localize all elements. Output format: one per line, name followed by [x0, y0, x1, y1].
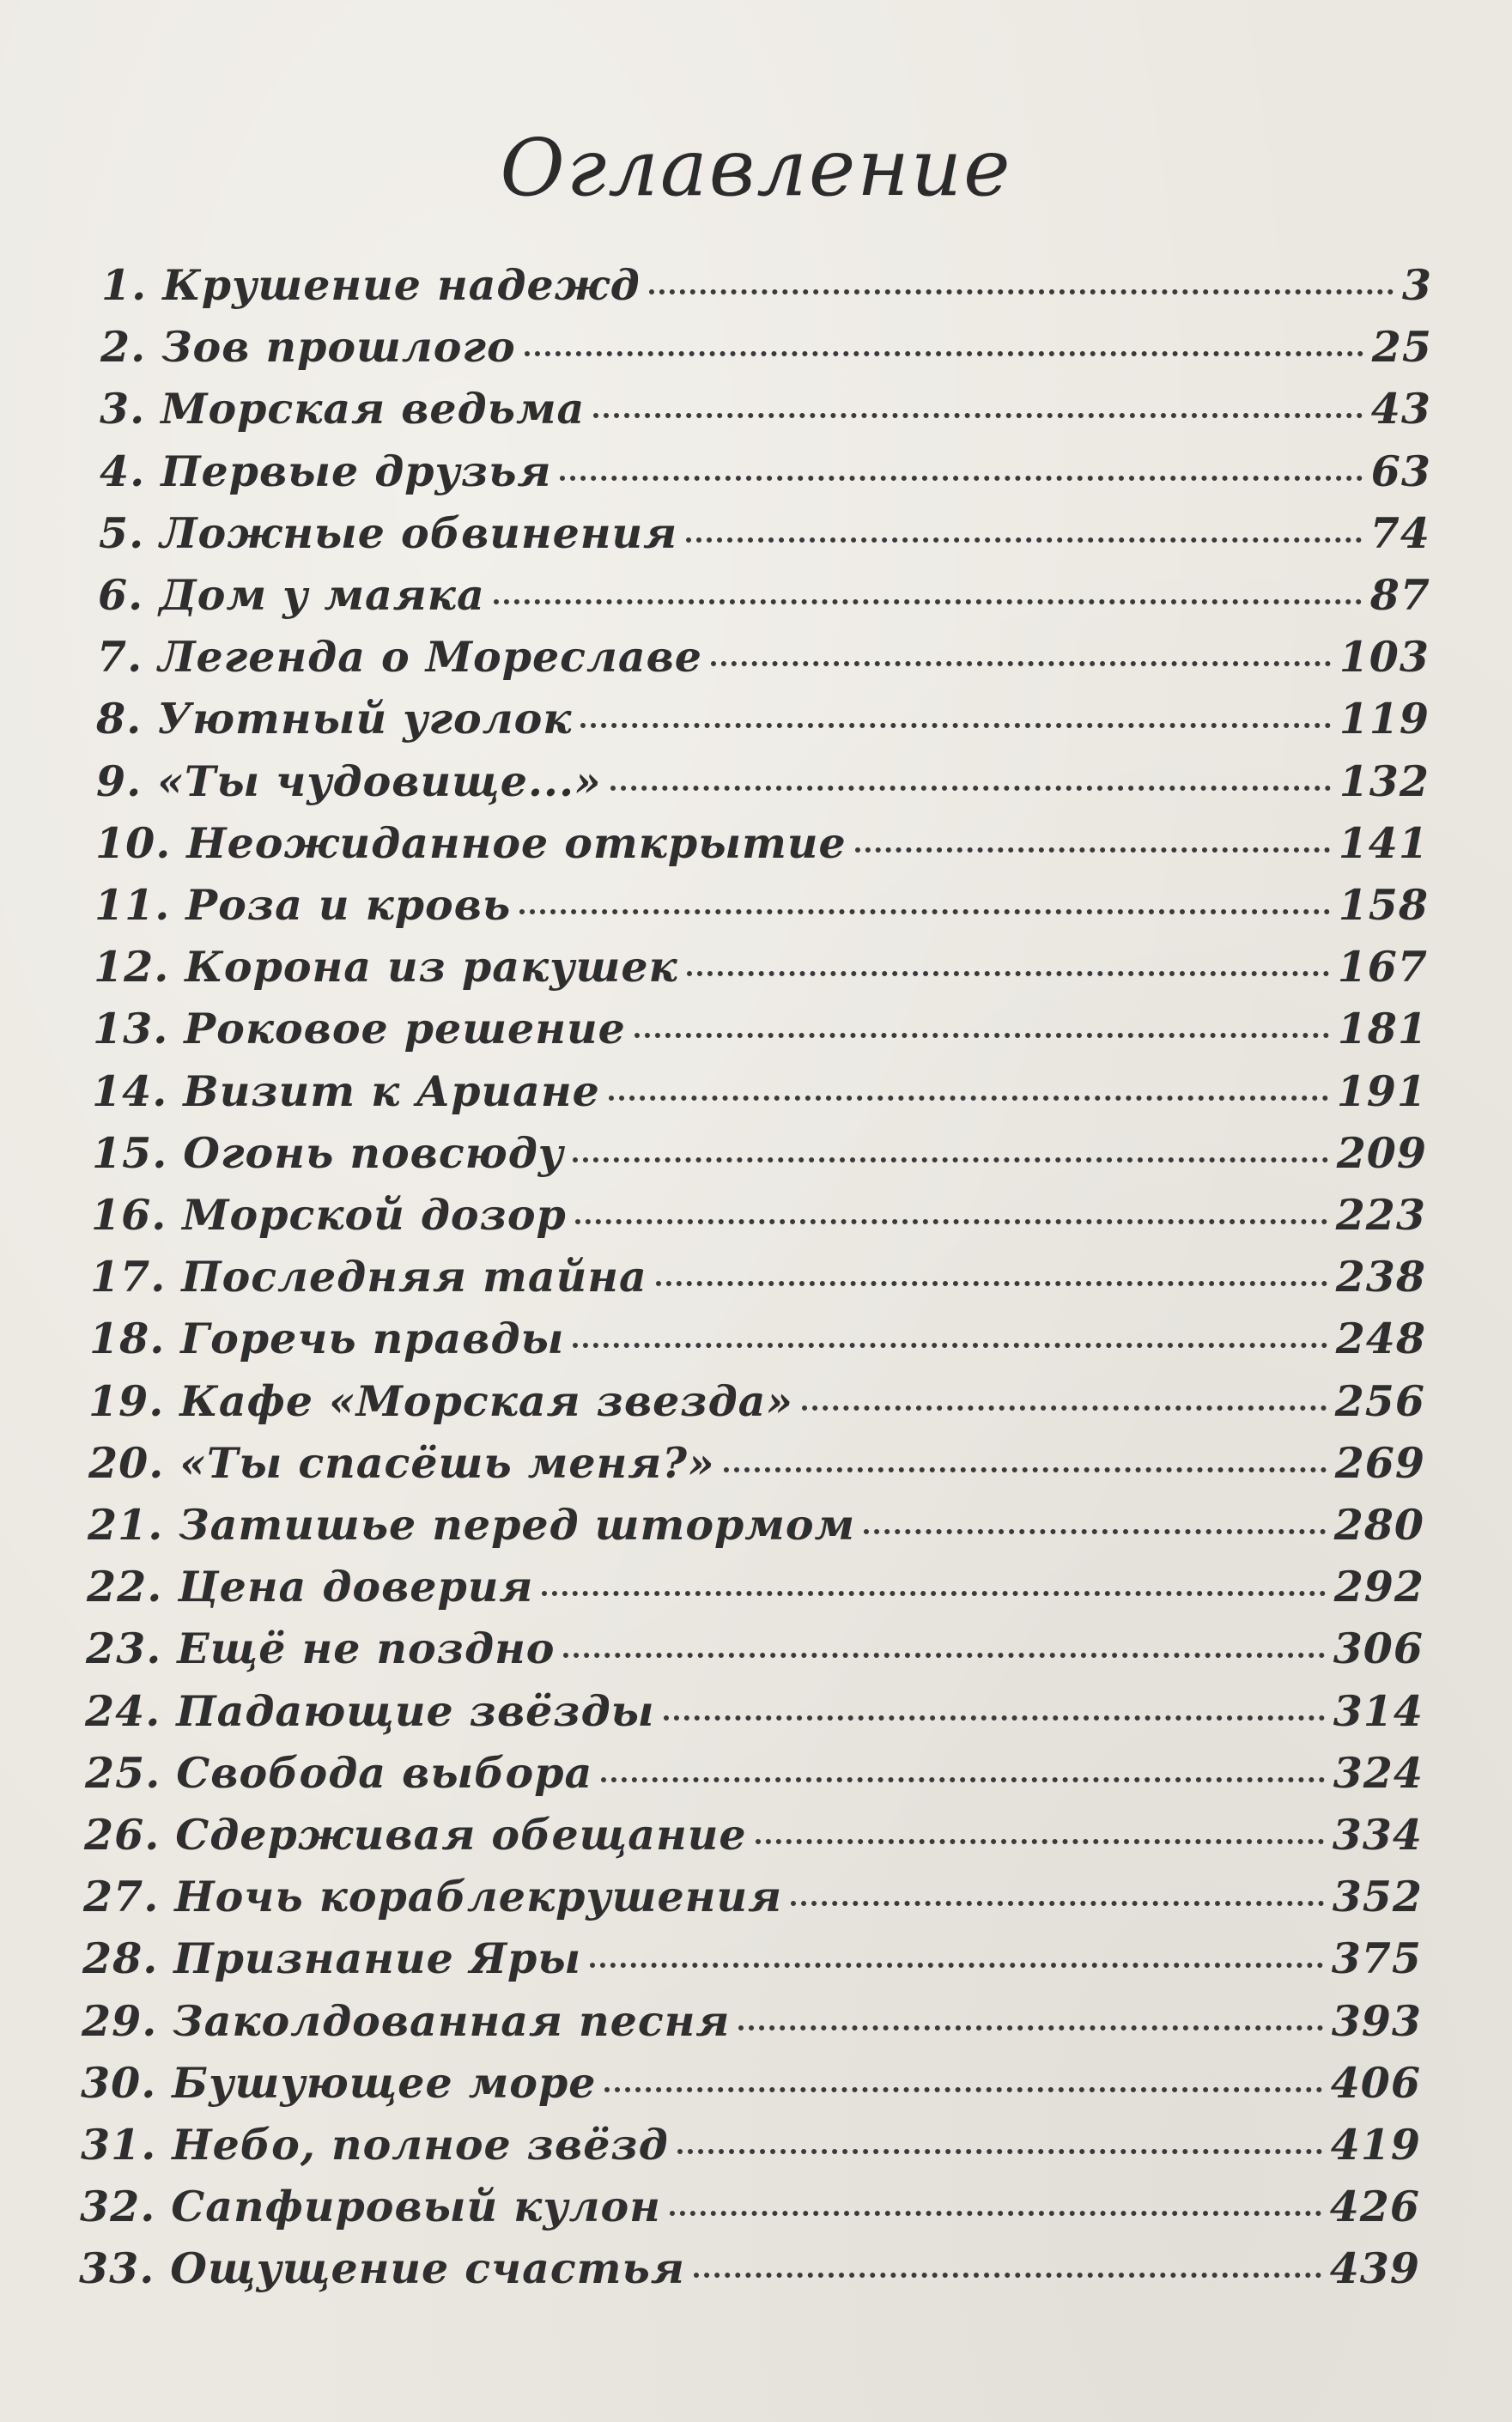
- toc-entry-title: 6. Дом у маяка: [98, 570, 485, 620]
- dot-leader: [738, 2025, 1322, 2030]
- toc-entry-page-number: 167: [1337, 942, 1428, 992]
- dot-leader: [670, 2211, 1321, 2216]
- toc-entry-title: 1. Крушение надежд: [101, 260, 641, 310]
- toc-entry-title: 20. «Ты спасёшь меня?»: [88, 1438, 715, 1488]
- toc-entry: [86, 1618, 1424, 1679]
- toc-entry-page-number: 375: [1331, 1933, 1422, 1983]
- toc-entry-page-number: 292: [1333, 1562, 1424, 1612]
- toc-entry: [88, 1494, 1424, 1556]
- dot-leader: [864, 1529, 1326, 1534]
- toc-entry: [96, 750, 1430, 812]
- toc-entry-page-number: 314: [1333, 1686, 1424, 1736]
- toc-entry-page-number: 132: [1339, 756, 1430, 806]
- toc-entry-page-number: 223: [1335, 1190, 1426, 1240]
- dot-leader: [542, 1591, 1325, 1596]
- toc-entry: [100, 316, 1432, 378]
- dot-leader: [560, 476, 1362, 481]
- toc-entry: [94, 936, 1428, 998]
- toc-entry-title: 28. Признание Яры: [82, 1933, 582, 1983]
- toc-entry-title: 33. Ощущение счастья: [79, 2243, 685, 2293]
- dot-leader: [855, 847, 1330, 853]
- toc-entry: [80, 2176, 1420, 2237]
- toc-entry: [83, 1866, 1423, 1927]
- dot-leader: [756, 1839, 1324, 1844]
- toc-entry: [99, 502, 1430, 564]
- toc-entry-page-number: 324: [1333, 1748, 1424, 1798]
- toc-entry-page-number: 248: [1335, 1314, 1426, 1363]
- dot-leader: [519, 909, 1329, 914]
- toc-entry-title: 4. Первые друзья: [100, 446, 552, 496]
- toc-entry-page-number: 158: [1338, 880, 1429, 930]
- toc-entry-page-number: 238: [1335, 1252, 1426, 1302]
- toc-entry-page-number: 393: [1331, 1996, 1422, 2046]
- toc-entry: [98, 564, 1430, 626]
- toc-entry: [100, 378, 1431, 440]
- toc-entry-page-number: 209: [1336, 1128, 1427, 1178]
- toc-entry-page-number: 141: [1338, 818, 1429, 868]
- toc-entry: [93, 998, 1428, 1059]
- toc-entry-page-number: 74: [1369, 508, 1430, 558]
- dot-leader: [525, 351, 1363, 356]
- toc-entry: [84, 1804, 1423, 1866]
- dot-leader: [686, 537, 1362, 543]
- toc-entry-page-number: 103: [1339, 632, 1430, 682]
- toc-entry: [88, 1370, 1425, 1432]
- toc-entry: [91, 1184, 1426, 1246]
- toc-entry-title: 13. Роковое решение: [93, 1004, 626, 1053]
- toc-entry: [82, 1927, 1422, 1989]
- toc-entry-page-number: 419: [1330, 2120, 1421, 2170]
- toc-entry: [101, 254, 1432, 316]
- toc-entry: [81, 2052, 1421, 2114]
- dot-leader: [610, 786, 1331, 791]
- toc-entry-title: 30. Бушующее море: [81, 2058, 597, 2108]
- toc-entry: [96, 688, 1430, 750]
- toc-entry-page-number: 280: [1333, 1500, 1424, 1550]
- toc-entry-title: 21. Затишье перед штормом: [88, 1500, 856, 1550]
- toc-entry-page-number: 439: [1329, 2243, 1420, 2293]
- toc-entry-title: 9. «Ты чудовище...»: [96, 756, 602, 806]
- toc-entry-page-number: 306: [1333, 1624, 1424, 1673]
- toc-entry: [85, 1742, 1424, 1804]
- toc-entry: [87, 1556, 1424, 1618]
- toc-entry-title: 22. Цена доверия: [87, 1562, 534, 1612]
- toc-entry: [92, 1122, 1427, 1184]
- toc-entry: [82, 1990, 1422, 2052]
- toc-entry: [94, 874, 1429, 936]
- toc-entry-title: 3. Морская ведьма: [100, 384, 586, 434]
- toc-entry-title: 11. Роза и кровь: [94, 880, 512, 930]
- dot-leader: [791, 1901, 1324, 1906]
- dot-leader: [635, 1033, 1329, 1038]
- toc-entry-title: 23. Ещё не поздно: [86, 1624, 556, 1673]
- dot-leader: [656, 1281, 1327, 1286]
- dot-leader: [563, 1653, 1324, 1658]
- dot-leader: [580, 723, 1330, 728]
- dot-leader: [687, 971, 1329, 976]
- dot-leader: [573, 1157, 1328, 1162]
- toc-entry-page-number: 25: [1371, 322, 1432, 372]
- dot-leader: [694, 2273, 1321, 2278]
- toc-entry-page-number: 43: [1370, 384, 1431, 434]
- toc-entry-page-number: 3: [1401, 260, 1432, 310]
- dot-leader: [802, 1405, 1327, 1411]
- toc-entry-title: 29. Заколдованная песня: [82, 1996, 731, 2046]
- toc-entry-title: 5. Ложные обвинения: [99, 508, 678, 558]
- toc-entry-page-number: 352: [1332, 1872, 1423, 1921]
- toc-entry-title: 18. Горечь правды: [89, 1314, 565, 1363]
- dot-leader: [593, 413, 1363, 418]
- dot-leader: [724, 1467, 1327, 1472]
- dot-leader: [609, 1096, 1328, 1101]
- dot-leader: [664, 1715, 1325, 1721]
- toc-entry-title: 32. Сапфировый кулон: [80, 2182, 661, 2231]
- toc-entry-title: 17. Последняя тайна: [90, 1252, 647, 1302]
- toc-entry-page-number: 63: [1370, 446, 1431, 496]
- toc-entry-page-number: 406: [1330, 2058, 1421, 2108]
- toc-entry-page-number: 191: [1336, 1066, 1427, 1116]
- toc-entry-title: 19. Кафе «Морская звезда»: [88, 1376, 794, 1426]
- toc-entry-page-number: 119: [1339, 694, 1430, 744]
- toc-entry: [97, 626, 1430, 688]
- toc-entry-title: 27. Ночь кораблекрушения: [83, 1872, 783, 1921]
- toc-entry-title: 16. Морской дозор: [91, 1190, 567, 1240]
- toc-entry-page-number: 269: [1334, 1438, 1425, 1488]
- dot-leader: [494, 599, 1362, 604]
- page-title: Оглавление: [500, 121, 1012, 214]
- toc-entry-title: 2. Зов прошлого: [100, 322, 516, 372]
- dot-leader: [711, 661, 1331, 666]
- toc-entry: [95, 812, 1429, 874]
- dot-leader: [573, 1343, 1327, 1348]
- toc-entry-page-number: 256: [1334, 1376, 1425, 1426]
- toc-entry: [100, 440, 1431, 502]
- toc-entry-title: 26. Сдерживая обещание: [84, 1810, 747, 1860]
- toc-entry-title: 12. Корона из ракушек: [94, 942, 678, 992]
- dot-leader: [604, 2087, 1321, 2092]
- toc-entry: [88, 1432, 1425, 1494]
- toc-entry: [92, 1060, 1427, 1122]
- toc-entry-page-number: 426: [1329, 2182, 1420, 2231]
- toc-entry: [85, 1680, 1424, 1742]
- dot-leader: [677, 2149, 1322, 2154]
- toc-entry-title: 24. Падающие звёзды: [85, 1686, 655, 1736]
- dot-leader: [601, 1777, 1324, 1782]
- toc-entry-title: 25. Свобода выбора: [85, 1748, 593, 1798]
- toc-entry: [89, 1308, 1426, 1369]
- toc-entry-title: 10. Неожиданное открытие: [95, 818, 847, 868]
- toc-entry-page-number: 181: [1337, 1004, 1428, 1053]
- toc-entry: [81, 2114, 1421, 2176]
- dot-leader: [590, 1963, 1323, 1968]
- toc-entry-title: 31. Небо, полное звёзд: [81, 2120, 669, 2170]
- toc-entry-title: 8. Уютный уголок: [96, 694, 573, 744]
- toc-entry-title: 15. Огонь повсюду: [92, 1128, 565, 1178]
- dot-leader: [575, 1219, 1327, 1224]
- toc-entry: [79, 2237, 1420, 2299]
- toc-entry-title: 7. Легенда о Мореславе: [97, 632, 702, 682]
- toc-entry-title: 14. Визит к Ариане: [92, 1066, 600, 1116]
- toc-entry-page-number: 334: [1332, 1810, 1423, 1860]
- toc-entry: [90, 1246, 1426, 1308]
- dot-leader: [649, 289, 1394, 294]
- toc-entry-page-number: 87: [1369, 570, 1430, 620]
